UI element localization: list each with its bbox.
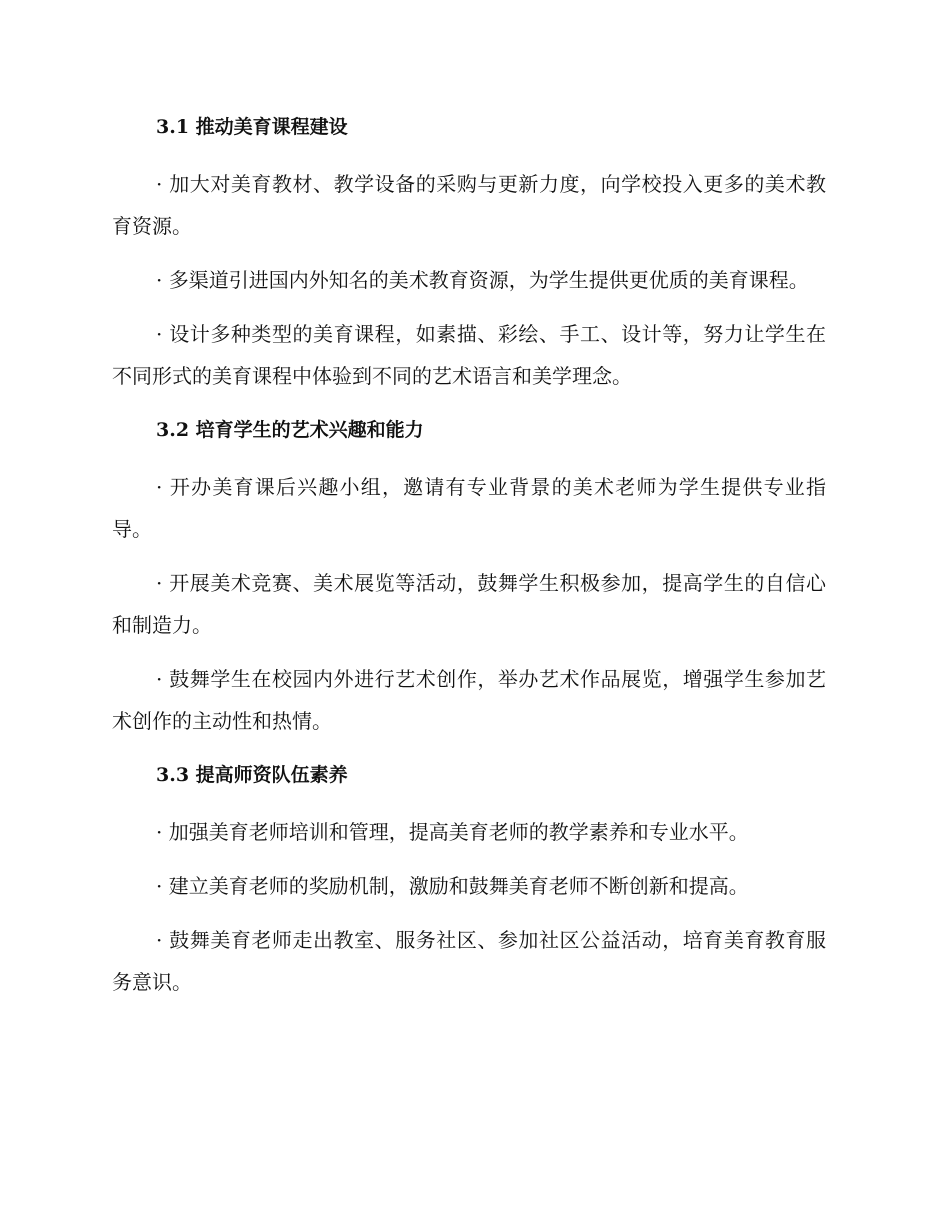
bullet-paragraph: · 鼓舞学生在校园内外进行艺术创作，举办艺术作品展览，增强学生参加艺术创作的主动性和热情。 — [112, 667, 826, 733]
bullet-paragraph: · 开展美术竞赛、美术展览等活动，鼓舞学生积极参加，提高学生的自信心和制造力。 — [112, 571, 826, 637]
section-heading: 3.2 培育学生的艺术兴趣和能力 — [156, 419, 424, 441]
section-3-2 — [112, 413, 826, 742]
document-body — [112, 110, 826, 1003]
bullet-paragraph: · 多渠道引进国内外知名的美术教育资源，为学生提供更优质的美育课程。 — [156, 268, 809, 292]
bullet-paragraph: · 建立美育老师的奖励机制，激励和鼓舞美育老师不断创新和提高。 — [156, 874, 749, 898]
section-3-3 — [112, 758, 826, 1003]
bullet-paragraph: · 设计多种类型的美育课程，如素描、彩绘、手工、设计等，努力让学生在不同形式的美育课程中体验到不同的艺术语言和美学理念。 — [112, 322, 826, 388]
section-heading: 3.1 推动美育课程建设 — [156, 116, 348, 138]
bullet-paragraph: · 鼓舞美育老师走出教室、服务社区、参加社区公益活动，培育美育教育服务意识。 — [112, 928, 826, 994]
section-3-1 — [112, 110, 826, 397]
bullet-paragraph: · 加大对美育教材、教学设备的采购与更新力度，向学校投入更多的美术教育资源。 — [112, 172, 826, 238]
bullet-paragraph: · 开办美育课后兴趣小组，邀请有专业背景的美术老师为学生提供专业指导。 — [112, 475, 826, 541]
section-heading: 3.3 提高师资队伍素养 — [156, 764, 348, 786]
bullet-paragraph: · 加强美育老师培训和管理，提高美育老师的教学素养和专业水平。 — [156, 820, 749, 844]
